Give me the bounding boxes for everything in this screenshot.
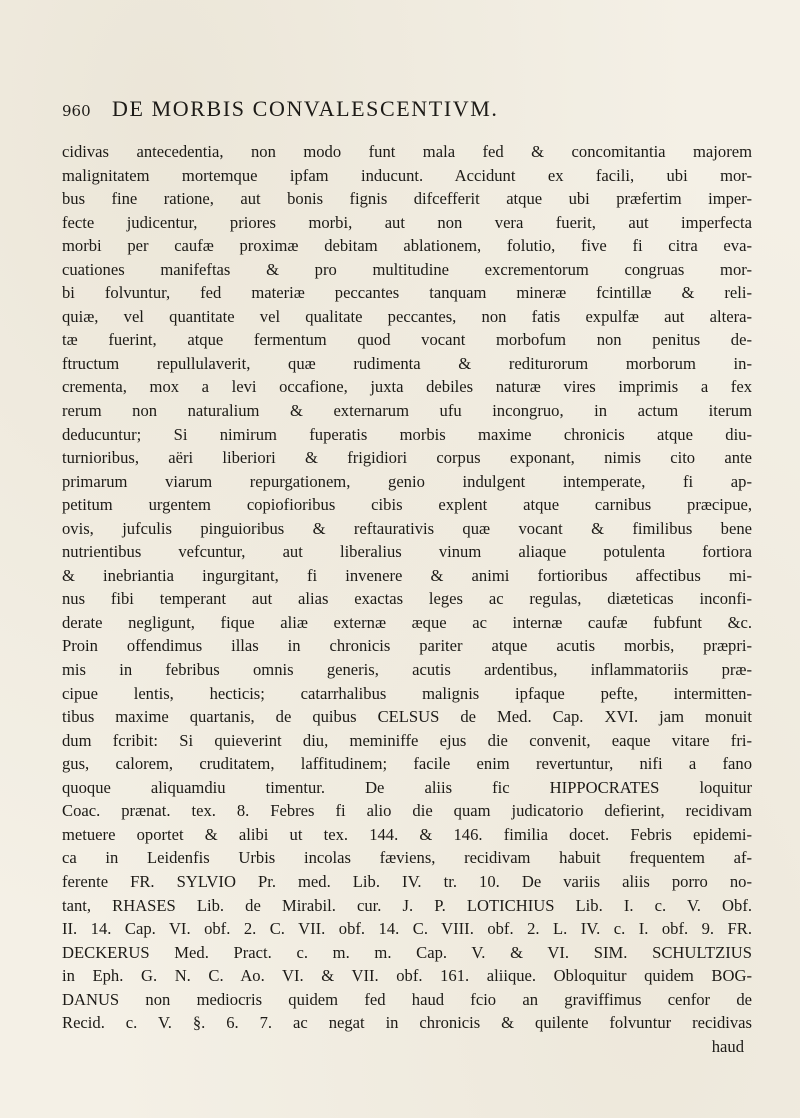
text-line: quiæ, vel quantitate vel qualitate peccantes, non fatis expulfæ aut altera- (62, 306, 752, 326)
text-line: deducuntur; Si nimirum fuperatis morbis maxime chronicis atque diu- (62, 424, 752, 444)
text-line: DANUS non mediocris quidem fed haud fcio an graviffimus cenfor de (62, 989, 752, 1009)
text-line: ftructum repullulaverit, quæ rudimenta & rediturorum morborum in- (62, 353, 752, 373)
text-line: tæ fuerint, atque fermentum quod vocant morbofum non penitus de- (62, 330, 752, 350)
page-header (62, 96, 740, 130)
text-line: metuere oportet & alibi ut tex. 144. & 146. fimilia docet. Febris epidemi- (62, 824, 752, 844)
body-text (62, 140, 752, 1058)
text-line: nus fibi temperant aut alias exactas leges ac regulas, diæteticas inconfi- (62, 589, 752, 609)
text-line: cipue lentis, hecticis; catarrhalibus malignis ipfaque pefte, intermitten- (62, 683, 752, 703)
text-line: ovis, jufculis pinguioribus & reftaurativis quæ vocant & fimilibus bene (62, 518, 752, 538)
text-line: Recid. c. V. §. 6. 7. ac negat in chronicis & quilente folvuntur recidivas (62, 1013, 752, 1033)
text-line: rerum non naturalium & externarum ufu incongruo, in actum iterum (62, 401, 752, 421)
text-line: II. 14. Cap. VI. obf. 2. C. VII. obf. 14. C. VIII. obf. 2. L. IV. c. I. obf. 9. FR. (62, 919, 752, 939)
text-line: dum fcribit: Si quieverint diu, meminiffe ejus die convenit, eaque vitare fri- (62, 730, 752, 750)
text-line: cidivas antecedentia, non modo funt mala fed & concomitantia majorem (62, 142, 752, 161)
text-line: Coac. prænat. tex. 8. Febres fi alio die quam judicatorio defierint, recidivam (62, 801, 752, 821)
text-line: in Eph. G. N. C. Ao. VI. & VII. obf. 161. aliique. Obloquitur quidem BOG- (62, 966, 752, 986)
text-line: morbi per caufæ proximæ debitam ablationem, folutio, five fi citra eva- (62, 236, 752, 256)
text-line: bus fine ratione, aut bonis fignis difcefferit atque ubi præfertim imper- (62, 189, 752, 209)
text-line: tibus maxime quartanis, de quibus CELSUS de Med. Cap. XVI. jam monuit (62, 707, 752, 727)
catchword: haud (711, 1036, 744, 1056)
text-line: nutrientibus vefcuntur, aut liberalius vinum aliaque potulenta fortiora (62, 542, 752, 562)
text-line: Proin offendimus illas in chronicis pariter atque acutis morbis, præpri- (62, 636, 752, 656)
text-line: crementa, mox a levi occafione, juxta debiles naturæ vires imprimis a fex (62, 377, 752, 397)
text-line: petitum urgentem copiofioribus cibis explent atque carnibus præcipue, (62, 495, 752, 515)
text-line: ca in Leidenfis Urbis incolas fæviens, recidivam habuit frequentem af- (62, 848, 752, 868)
page-number: 960 (62, 102, 91, 120)
text-line: DECKERUS Med. Pract. c. m. m. Cap. V. & VI. SIM. SCHULTZIUS (62, 942, 752, 962)
text-line: quoque aliquamdiu timentur. De aliis fic HIPPOCRATES loquitur (62, 777, 752, 797)
text-line: primarum viarum repurgationem, genio indulgent intemperate, fi ap- (62, 471, 752, 491)
text-line: & inebriantia ingurgitant, fi invenere & animi fortioribus affectibus mi- (62, 565, 752, 585)
text-line: cuationes manifeftas & pro multitudine excrementorum congruas mor- (62, 259, 752, 279)
text-line: ferente FR. SYLVIO Pr. med. Lib. IV. tr. 10. De variis aliis porro no- (62, 871, 752, 891)
text-line: mis in febribus omnis generis, acutis ardentibus, inflammatoriis præ- (62, 660, 752, 680)
text-line: tant, RHASES Lib. de Mirabil. cur. J. P. LOTICHIUS Lib. I. c. V. Obf. (62, 895, 752, 915)
text-line: turnioribus, aëri liberiori & frigidiori corpus exponant, nimis cito ante (62, 448, 752, 468)
text-line: derate negligunt, fique aliæ externæ æque ac internæ caufæ fubfunt &c. (62, 612, 752, 632)
text-line: gus, calorem, cruditatem, laffitudinem; facile enim revertuntur, nifi a fano (62, 754, 752, 774)
text-line: bi folvuntur, fed materiæ peccantes tanquam mineræ fcintillæ & reli- (62, 283, 752, 303)
running-title: DE MORBIS CONVALESCENTIVM. (112, 96, 499, 121)
text-line: fecte judicentur, priores morbi, aut non vera fuerit, aut imperfecta (62, 212, 752, 232)
text-line: malignitatem mortemque ipfam inducunt. Accidunt ex facili, ubi mor- (62, 165, 752, 185)
